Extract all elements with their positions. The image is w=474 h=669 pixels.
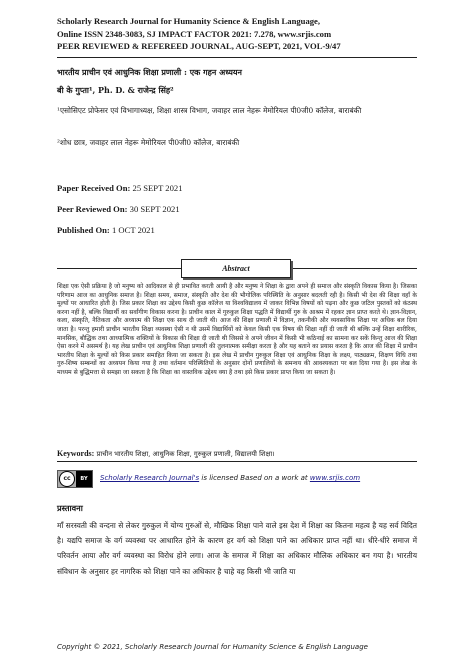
site-link[interactable]: www.srjis.com — [309, 474, 361, 482]
keywords — [57, 449, 417, 459]
published-label: Published On: — [57, 225, 110, 235]
reviewed-date — [57, 204, 180, 214]
copyright-footer: Copyright © 2021, Scholarly Research Journal for Humanity Science & English Language — [57, 643, 368, 651]
cc-icon: cc — [59, 471, 75, 487]
keywords-divider — [57, 461, 417, 462]
article-authors: बी के गुप्ता¹, Ph. D. & राजेन्द्र सिंह² — [57, 85, 174, 95]
license-statement — [100, 474, 360, 482]
published-value: 1 OCT 2021 — [111, 225, 155, 235]
journal-header — [57, 15, 417, 53]
keywords-label: Keywords: — [57, 449, 95, 458]
published-date — [57, 225, 155, 235]
intro-text: माँ सरस्वती की वन्दना से लेकर गुरुकुल में योग्य गुरुओं से, मौखिक शिक्षा पाने वाले इस देश में शिक्षा का कितना महत्व है यह सर्व विदित है। यद्यपि समाज के वर्ग व्यवस्था पर आधारित होने के कारण हर वर्ग को शिक्षा पाने का अधिकार प्राप्त नहीं था। धीरे-धीरे समाज में परिवर्तन आया और वर्ग व्यवस्था का विरोध होने लगा। आज के समाज में शिक्षा का अधिकार मौलिक अधिकार बन गया है। भारतीय संविधान के अनुसार हर नागरिक को शिक्षा पाने का अधिकार है चाहे वह किसी भी जाति या — [57, 521, 417, 576]
by-icon: BY — [76, 471, 92, 487]
abstract-text: शिक्षा एक ऐसी प्रक्रिया है जो मनुष्य को आदिकाल से ही प्रभावित करती आयी है और मनुष्य ने शिक्षा के द्वारा अपने ही समाज और संस्कृति विकास किया है। जिसका परिणाम आज का आधुनिक समाज है। शिक्षा समय, समाज, संस्कृति और देश की भौगोलिक परिस्थिति के अनुसार बदलती रही है। किसी भी देश की शिक्षा वहाँ के मूल्यों पर आधारित होती है। जिस प्रकार शिक्षा का उद्देश्य किसी कुछ कॉलेज या विश्वविद्यालय में जाकर विभिन्न विषयों को पढ़ना और कुछ जटिल पुस्तकों को कंठस्थ करना नहीं है, बल्कि विद्यार्थी का सर्वांगीण विकास करना है। प्राचीन काल में गुरुकुल शिक्षा पद्धति में विद्यार्थी गुरु के आश्रम में रहकर ज्ञान प्राप्त करते थे। ज्ञान-विज्ञान, कला, संस्कृति, नैतिकता और अध्यात्म की शिक्षा एक साथ दी जाती थी। आज की शिक्षा प्रणाली में विज्ञान, तकनीकी और व्यवसायिक शिक्षा पर अधिक बल दिया जाता है। परन्तु हमारी प्राचीन भारतीय शिक्षा व्यवस्था ऐसी न थी उसमें विद्यार्थियों को केवल किसी एक विषय की शिक्षा नहीं दी जाती थी बल्कि उन्हें शिक्षा शारीरिक, मानसिक, बौद्धिक तथा आध्यात्मिक शक्तियों के विकास की शिक्षा दी जाती थी जिससे वे अपने जीवन में किसी भी कठिनाई का सामना कर सकें किन्तु आज की शिक्षा ऐसा करने में असमर्थ है। यह लेख प्राचीन एवं आधुनिक शिक्षा प्रणाली की तुलनात्मक समीक्षा करता है और यह बताने का प्रयास करता है कि आज की शिक्षा में प्राचीन भारतीय शिक्षा के मूल्यों को किस प्रकार समाहित किया जा सकता है। इस लेख में प्राचीन गुरुकुल शिक्षा एवं आधुनिक शिक्षा के लक्ष्य, पाठ्यक्रम, शिक्षण विधि तथा गुरु-शिष्य सम्बन्धों का अध्ययन किया गया है तथा वर्तमान परिस्थितियों के अनुसार दोनों प्रणालियों के समन्वय की आवश्यकता पर बल दिया गया है। इस लेख के माध्यम से बुद्धिमत्ता से समझा जा सकता है कि शिक्षा का वास्तविक उद्देश्य क्या है तथा इसे किस प्रकार प्राप्त किया जा सकता है। — [57, 283, 417, 376]
journal-issn: Online ISSN 2348-3083, SJ IMPACT FACTOR 2021: 7.278, www.srjis.com — [57, 28, 332, 39]
reviewed-value: 30 SEPT 2021 — [129, 204, 180, 214]
received-label: Paper Received On: — [57, 183, 131, 193]
intro-heading: प्रस्तावना — [57, 503, 83, 513]
reviewed-label: Peer Reviewed On: — [57, 204, 128, 214]
article-title: भारतीय प्राचीन एवं आधुनिक शिक्षा प्रणाली : एक गहन अध्ययन — [57, 67, 242, 77]
abstract-heading: Abstract — [181, 259, 291, 278]
journal-volume: PEER REVIEWED & REFEREED JOURNAL, AUG-SEPT, 2021, VOL-9/47 — [57, 41, 341, 51]
keywords-text: प्राचीन भारतीय शिक्षा, आधुनिक शिक्षा, गुरुकुल प्रणाली, विद्यालयी शिक्षा। — [96, 450, 275, 458]
author-affiliation-1: ¹एसोसिएट प्रोफेसर एवं विभागाध्यक्ष, शिक्षा शास्त्र विभाग, जवाहर लाल नेहरू मेमोरियल पी0जी0 कॉलेज, बाराबंकी — [57, 106, 362, 115]
cc-license-badge[interactable] — [57, 470, 93, 488]
journal-link[interactable]: Scholarly Research Journal's — [100, 474, 200, 482]
header-divider — [57, 57, 417, 58]
received-value: 25 SEPT 2021 — [132, 183, 183, 193]
received-date — [57, 183, 183, 193]
journal-name: Scholarly Research Journal for Humanity Science & English Language, — [57, 16, 320, 26]
author-affiliation-2: ²शोध छात्र, जवाहर लाल नेहरू मेमोरियल पी0जी0 कॉलेज, बाराबंकी — [57, 138, 240, 147]
license-text: is licensed Based on a work at — [199, 474, 310, 482]
